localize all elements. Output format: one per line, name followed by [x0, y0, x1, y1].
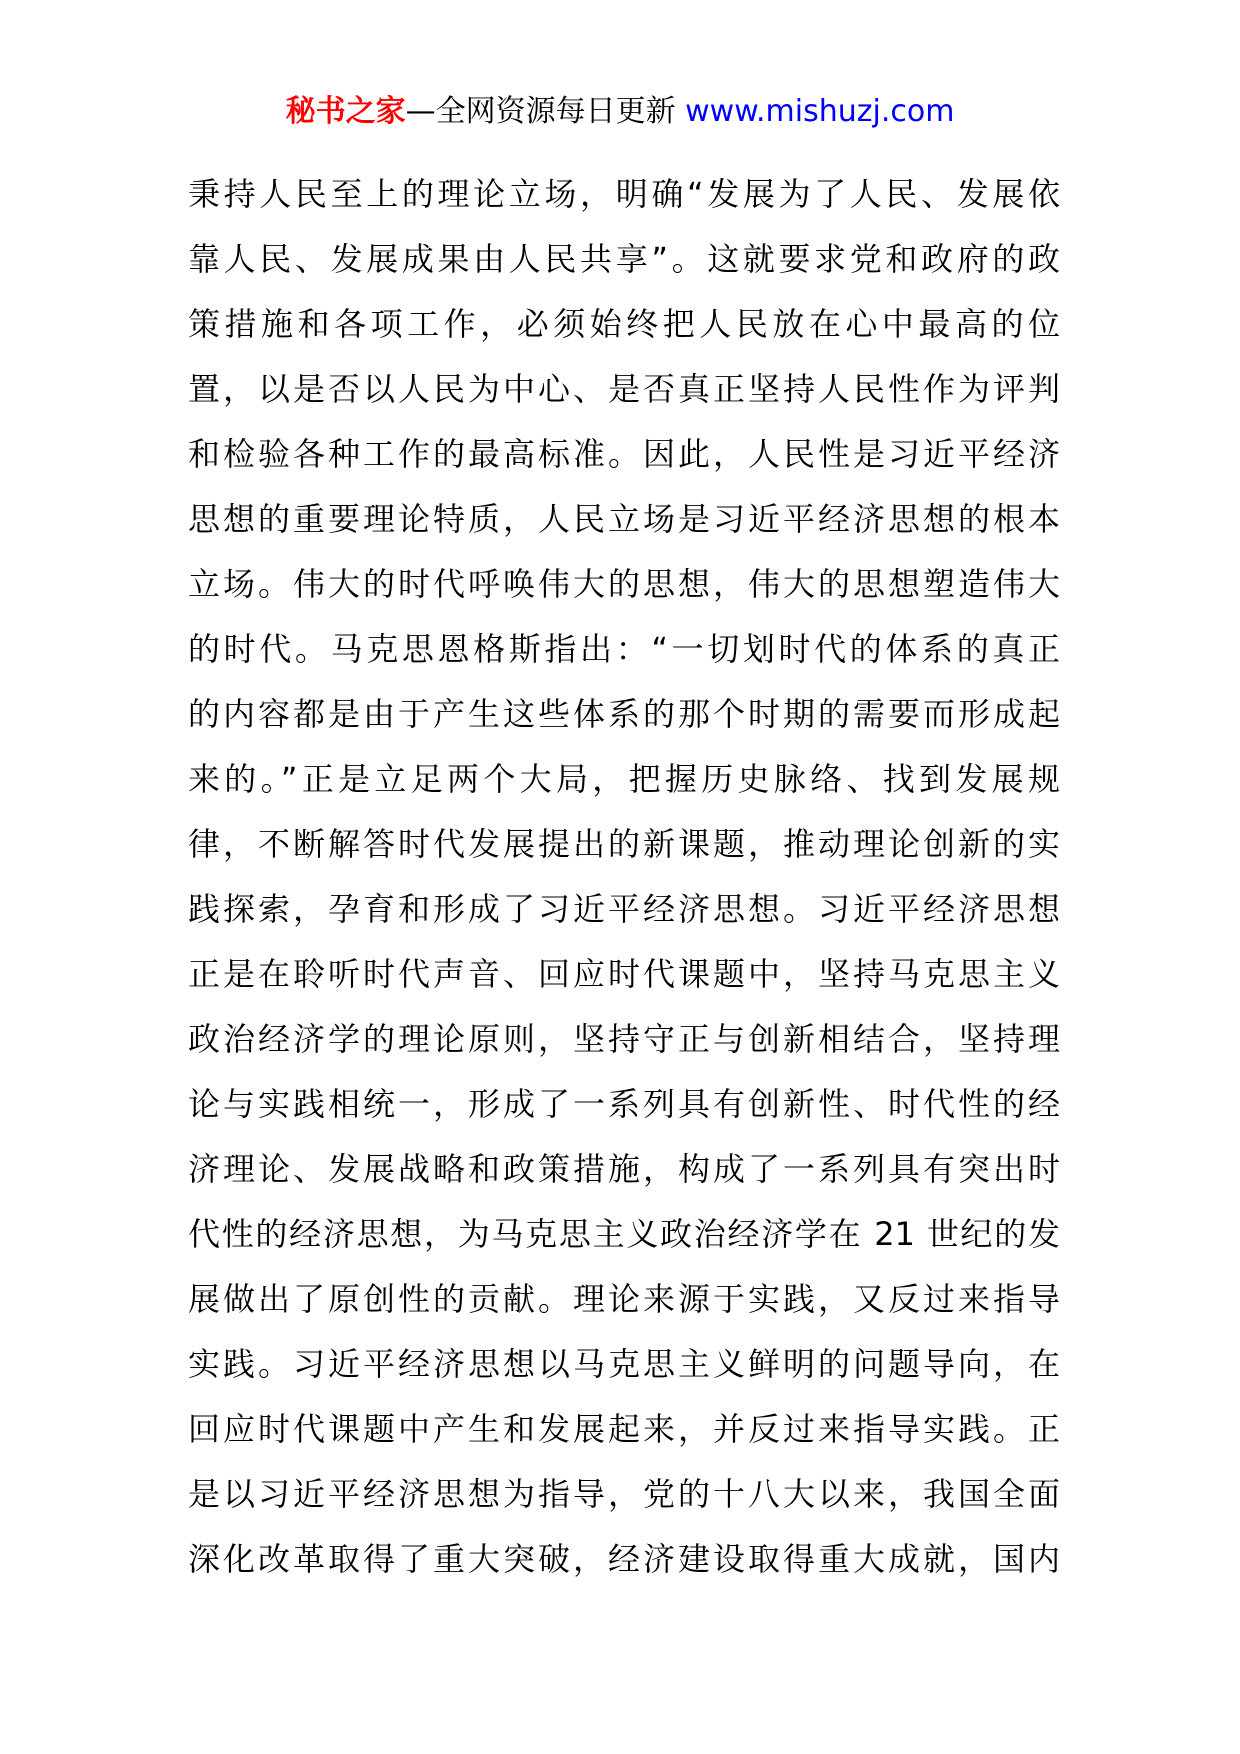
body-line: 实践。习近平经济思想以马克思主义鲜明的问题导向，在	[188, 1345, 1060, 1383]
site-url-link[interactable]: www.mishuzj.com	[685, 94, 955, 129]
body-line: 展做出了原创性的贡献。理论来源于实践，又反过来指导	[188, 1280, 1060, 1318]
body-line: 思想的重要理论特质，人民立场是习近平经济思想的根本	[188, 500, 1060, 538]
body-line: 和检验各种工作的最高标准。因此，人民性是习近平经济	[188, 435, 1060, 473]
body-line: 深化改革取得了重大突破，经济建设取得重大成就，国内	[188, 1540, 1060, 1578]
body-line: 的内容都是由于产生这些体系的那个时期的需要而形成起	[188, 695, 1060, 733]
body-line: 的时代。马克思恩格斯指出：“一切划时代的体系的真正	[188, 630, 1060, 668]
page-header	[0, 92, 1240, 132]
body-line: 论与实践相统一，形成了一系列具有创新性、时代性的经	[188, 1085, 1060, 1123]
header-tagline: —全网资源每日更新	[405, 94, 686, 129]
document-body	[188, 162, 1060, 1592]
body-line: 来的。”正是立足两个大局，把握历史脉络、找到发展规	[188, 760, 1060, 798]
body-line: 立场。伟大的时代呼唤伟大的思想，伟大的思想塑造伟大	[188, 565, 1060, 603]
body-line: 是以习近平经济思想为指导，党的十八大以来，我国全面	[188, 1475, 1060, 1513]
body-line: 正是在聆听时代声音、回应时代课题中，坚持马克思主义	[188, 955, 1060, 993]
body-line: 回应时代课题中产生和发展起来，并反过来指导实践。正	[188, 1410, 1060, 1448]
body-line: 靠人民、发展成果由人民共享”。这就要求党和政府的政	[188, 240, 1060, 278]
body-line: 置，以是否以人民为中心、是否真正坚持人民性作为评判	[188, 370, 1060, 408]
body-line: 济理论、发展战略和政策措施，构成了一系列具有突出时	[188, 1150, 1060, 1188]
brand-name: 秘书之家	[285, 94, 406, 129]
body-line: 秉持人民至上的理论立场，明确“发展为了人民、发展依	[188, 175, 1060, 213]
body-line: 代性的经济思想，为马克思主义政治经济学在 21 世纪的发	[188, 1215, 1060, 1253]
body-line: 律，不断解答时代发展提出的新课题，推动理论创新的实	[188, 825, 1060, 863]
body-line: 践探索，孕育和形成了习近平经济思想。习近平经济思想	[188, 890, 1060, 928]
body-line: 策措施和各项工作，必须始终把人民放在心中最高的位	[188, 305, 1060, 343]
body-line: 政治经济学的理论原则，坚持守正与创新相结合，坚持理	[188, 1020, 1060, 1058]
